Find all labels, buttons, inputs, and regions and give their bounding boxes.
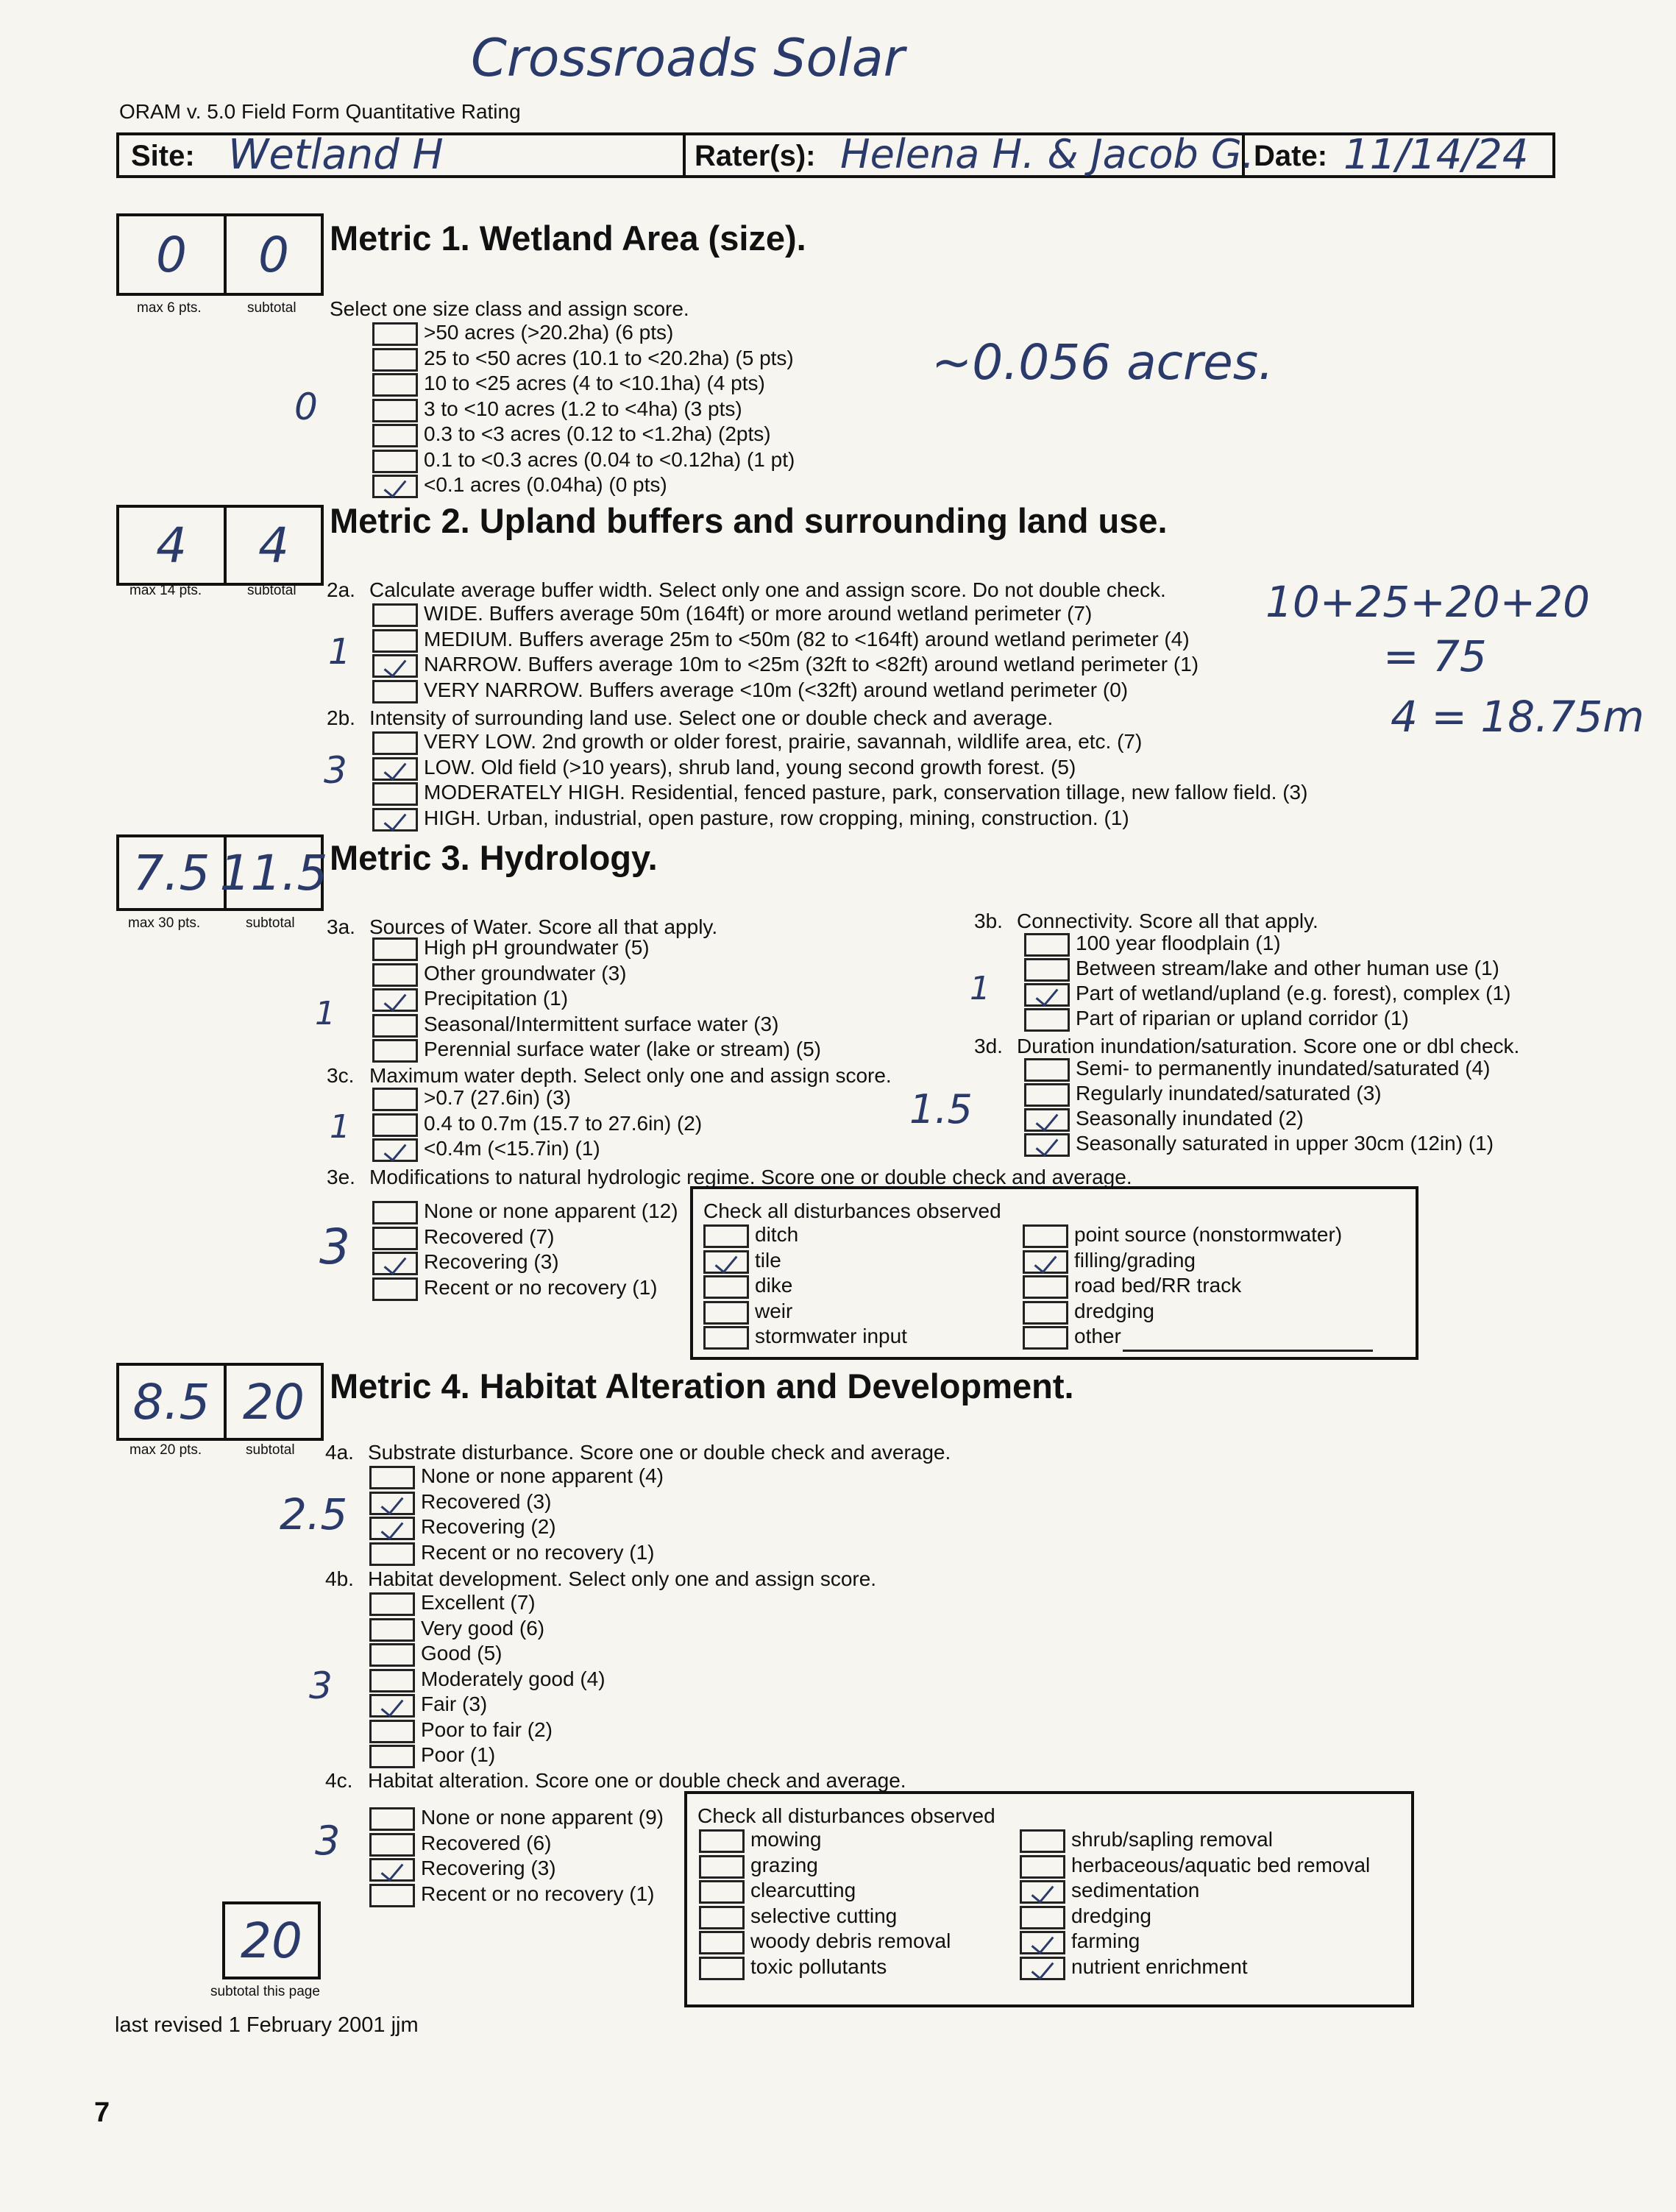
checkbox[interactable] [372, 373, 418, 397]
checkbox[interactable] [372, 475, 418, 498]
metric3-subtotal-box[interactable]: 11.5 [224, 834, 324, 911]
checkbox[interactable] [1024, 1058, 1070, 1082]
option-label: Regularly inundated/saturated (3) [1076, 1082, 1382, 1105]
checkbox[interactable] [1024, 1083, 1070, 1107]
checkbox[interactable] [699, 1880, 745, 1904]
checkbox[interactable] [372, 680, 418, 703]
page-subtotal-box[interactable]: 20 [222, 1901, 321, 1979]
metric4b-instruction: Habitat development. Select only one and assign score. [368, 1567, 877, 1590]
checkbox[interactable] [372, 782, 418, 806]
option-label: mowing [750, 1828, 822, 1851]
checkbox[interactable] [703, 1224, 749, 1248]
option-label: Recovering (2) [421, 1515, 556, 1538]
metric1-subtotal-box[interactable]: 0 [224, 213, 324, 296]
checkbox[interactable] [1020, 1931, 1065, 1954]
option-label: filling/grading [1074, 1248, 1196, 1272]
checkbox[interactable] [699, 1957, 745, 1980]
option-label: point source (nonstormwater) [1074, 1223, 1343, 1246]
checkbox[interactable] [369, 1466, 415, 1489]
metric3e-instruction: Modifications to natural hydrologic regime. Score one or double check and average. [369, 1166, 1132, 1188]
checkbox[interactable] [703, 1326, 749, 1350]
revision-note: last revised 1 February 2001 jjm [115, 2013, 419, 2037]
option-label: Seasonally inundated (2) [1076, 1107, 1304, 1130]
option-label: >50 acres (>20.2ha) (6 pts) [424, 321, 674, 344]
checkbox[interactable] [372, 1252, 418, 1275]
option-label: Good (5) [421, 1642, 503, 1665]
buffer-calc-line1: 10+25+20+20 [1265, 577, 1591, 627]
checkbox[interactable] [1024, 983, 1070, 1007]
option-label: MEDIUM. Buffers average 25m to <50m (82 to <164ft) around wetland perimeter (4) [424, 627, 1190, 651]
page-number: 7 [94, 2097, 110, 2128]
option-label: Poor to fair (2) [421, 1718, 553, 1741]
checkbox[interactable] [369, 1517, 415, 1540]
checkbox[interactable] [1024, 1133, 1070, 1157]
checkbox[interactable] [369, 1807, 415, 1831]
metric2-max: max 14 pts. [129, 583, 202, 598]
metric3d-margin: 1.5 [909, 1086, 973, 1132]
option-label: High pH groundwater (5) [424, 936, 650, 959]
metric2a-margin: 1 [328, 631, 351, 673]
option-label: Recovered (7) [424, 1224, 555, 1248]
checkbox[interactable] [699, 1829, 745, 1853]
option-label: None or none apparent (9) [421, 1806, 664, 1829]
option-label: 3 to <10 acres (1.2 to <4ha) (3 pts) [424, 397, 742, 420]
checkbox[interactable] [1024, 933, 1070, 957]
checkbox[interactable] [1020, 1829, 1065, 1853]
option-label: Recovering (3) [424, 1250, 559, 1273]
project-name: Crossroads Solar [471, 28, 905, 88]
option-label: Recovered (6) [421, 1831, 552, 1854]
date-field[interactable]: 11/14/24 [1343, 131, 1529, 179]
metric1-area-note: ~0.056 acres. [931, 334, 1274, 391]
option-label: None or none apparent (12) [424, 1199, 678, 1222]
metric3c-margin: 1 [330, 1108, 350, 1146]
checkbox[interactable] [1023, 1250, 1068, 1274]
metric3d-label: 3d. [974, 1035, 1003, 1057]
checkbox[interactable] [369, 1643, 415, 1667]
option-label: Fair (3) [421, 1692, 488, 1715]
checkbox[interactable] [1024, 1108, 1070, 1132]
option-label: clearcutting [750, 1879, 856, 1901]
metric1-subtotal-label: subtotal [247, 300, 297, 316]
option-label: Other groundwater (3) [424, 961, 627, 985]
option-label: Poor (1) [421, 1743, 496, 1766]
checkbox[interactable] [372, 1138, 418, 1162]
metric3c-instruction: Maximum water depth. Select only one and assign score. [369, 1064, 892, 1087]
checkbox[interactable] [369, 1618, 415, 1642]
checkbox[interactable] [1020, 1880, 1065, 1904]
checkbox[interactable] [1020, 1906, 1065, 1929]
option-label: VERY NARROW. Buffers average <10m (<32ft) around wetland perimeter (0) [424, 678, 1129, 701]
checkbox[interactable] [372, 450, 418, 473]
metric3-score-box[interactable]: 7.5 [116, 834, 227, 911]
checkbox[interactable] [372, 1039, 418, 1063]
checkbox[interactable] [372, 731, 418, 755]
option-label: shrub/sapling removal [1071, 1828, 1273, 1851]
buffer-calc-line3: 4 = 18.75m [1391, 692, 1644, 742]
option-label: Very good (6) [421, 1616, 545, 1639]
metric2b-instruction: Intensity of surrounding land use. Select one or double check and average. [369, 706, 1054, 729]
metric1-title: Metric 1. Wetland Area (size). [330, 219, 806, 258]
metric3b-label: 3b. [974, 910, 1003, 932]
checkbox[interactable] [703, 1275, 749, 1299]
metric4-score-box[interactable]: 8.5 [116, 1363, 227, 1441]
option-label: Excellent (7) [421, 1591, 536, 1614]
buffer-calc-line2: = 75 [1383, 631, 1487, 681]
checkbox[interactable] [372, 937, 418, 961]
option-label: Seasonal/Intermittent surface water (3) [424, 1012, 779, 1035]
option-label: HIGH. Urban, industrial, open pasture, row cropping, mining, construction. (1) [424, 806, 1129, 829]
option-label: farming [1071, 1929, 1140, 1952]
option-label: >0.7 (27.6in) (3) [424, 1086, 571, 1109]
option-label: dredging [1071, 1904, 1151, 1927]
checkbox[interactable] [372, 322, 418, 346]
metric3a-label: 3a. [327, 915, 355, 938]
metric3a-margin: 1 [315, 995, 335, 1032]
checkbox[interactable] [372, 1201, 418, 1224]
option-label: 0.1 to <0.3 acres (0.04 to <0.12ha) (1 pt) [424, 447, 795, 471]
checkbox[interactable] [372, 1088, 418, 1111]
checkbox[interactable] [372, 348, 418, 372]
option-label: road bed/RR track [1074, 1274, 1242, 1297]
option-label: Between stream/lake and other human use (1) [1076, 957, 1499, 979]
option-label: Recovering (3) [421, 1857, 556, 1879]
checkbox[interactable] [1024, 1008, 1070, 1032]
option-label: 0.4 to 0.7m (15.7 to 27.6in) (2) [424, 1111, 703, 1135]
metric2b-margin: 3 [324, 749, 347, 792]
checkbox[interactable] [699, 1855, 745, 1879]
metric3b-margin: 1 [970, 970, 990, 1007]
rater-label: Rater(s): [695, 140, 816, 172]
checkbox[interactable] [1023, 1275, 1068, 1299]
option-label: MODERATELY HIGH. Residential, fenced pasture, park, conservation tillage, new fallow field. (3) [424, 781, 1308, 804]
option-label: stormwater input [755, 1325, 907, 1347]
metric4b-label: 4b. [325, 1567, 354, 1590]
checkbox[interactable] [369, 1669, 415, 1692]
checkbox[interactable] [369, 1492, 415, 1515]
checkbox[interactable] [372, 988, 418, 1012]
checkbox[interactable] [1024, 958, 1070, 982]
option-label: woody debris removal [750, 1929, 951, 1952]
option-label: Recovered (3) [421, 1489, 552, 1513]
checkbox[interactable] [369, 1833, 415, 1857]
option-label: None or none apparent (4) [421, 1464, 664, 1487]
option-label: Part of riparian or upland corridor (1) [1076, 1007, 1409, 1029]
checkbox[interactable] [369, 1542, 415, 1566]
option-label: weir [755, 1299, 793, 1322]
checkbox[interactable] [369, 1745, 415, 1768]
metric4-disturbance-title: Check all disturbances observed [697, 1804, 995, 1827]
checkbox[interactable] [372, 963, 418, 987]
metric1-instruction: Select one size class and assign score. [330, 297, 689, 320]
option-label: Precipitation (1) [424, 987, 569, 1010]
checkbox[interactable] [372, 1227, 418, 1250]
metric3-max: max 30 pts. [128, 915, 201, 931]
metric1-margin-score: 0 [294, 386, 318, 428]
checkbox[interactable] [1020, 1957, 1065, 1980]
option-label: tile [755, 1248, 781, 1272]
metric2-score-box[interactable]: 4 [116, 505, 227, 586]
option-label: Seasonally saturated in upper 30cm (12in) (1) [1076, 1132, 1494, 1155]
option-label: Recent or no recovery (1) [421, 1882, 655, 1905]
option-label: dike [755, 1274, 793, 1297]
option-label: WIDE. Buffers average 50m (164ft) or more around wetland perimeter (7) [424, 602, 1093, 625]
checkbox[interactable] [1020, 1855, 1065, 1879]
option-label: LOW. Old field (>10 years), shrub land, young second growth forest. (5) [424, 755, 1076, 779]
option-label: selective cutting [750, 1904, 898, 1927]
option-label: 0.3 to <3 acres (0.12 to <1.2ha) (2pts) [424, 422, 771, 445]
metric3a-instruction: Sources of Water. Score all that apply. [369, 915, 718, 938]
checkbox[interactable] [372, 654, 418, 678]
metric1-score-box[interactable]: 0 [116, 213, 227, 296]
metric4-max: max 20 pts. [129, 1442, 202, 1458]
metric1-max: max 6 pts. [137, 300, 202, 316]
metric4-title: Metric 4. Habitat Alteration and Development. [330, 1366, 1074, 1405]
metric2-subtotal-label: subtotal [247, 583, 297, 598]
metric4a-margin: 2.5 [280, 1489, 348, 1539]
date-label: Date: [1254, 140, 1328, 172]
metric2-subtotal-box[interactable]: 4 [224, 505, 324, 586]
checkbox[interactable] [703, 1250, 749, 1274]
metric3-disturbance-title: Check all disturbances observed [703, 1199, 1001, 1222]
metric4-subtotal-label: subtotal [246, 1442, 295, 1458]
option-label: Moderately good (4) [421, 1667, 606, 1690]
option-label: Semi- to permanently inundated/saturated (4) [1076, 1057, 1491, 1080]
metric2-title: Metric 2. Upland buffers and surrounding land use. [330, 501, 1168, 540]
metric3c-label: 3c. [327, 1064, 355, 1087]
option-label: grazing [750, 1853, 818, 1876]
option-label: Perennial surface water (lake or stream) (5) [424, 1038, 821, 1060]
metric4b-margin: 3 [309, 1665, 333, 1707]
option-label: herbaceous/aquatic bed removal [1071, 1853, 1371, 1876]
metric3d-instruction: Duration inundation/saturation. Score one or dbl check. [1017, 1035, 1520, 1057]
checkbox[interactable] [699, 1906, 745, 1929]
metric3e-margin: 3 [319, 1219, 350, 1275]
option-label: VERY LOW. 2nd growth or older forest, prairie, savannah, wildlife area, etc. (7) [424, 730, 1143, 753]
page-subtotal-label: subtotal this page [210, 1984, 320, 1999]
checkbox[interactable] [372, 808, 418, 832]
checkbox[interactable] [372, 629, 418, 653]
metric4a-label: 4a. [325, 1441, 354, 1464]
option-label: Recent or no recovery (1) [421, 1540, 655, 1564]
other-line [1123, 1350, 1373, 1352]
option-label: NARROW. Buffers average 10m to <25m (32ft to <82ft) around wetland perimeter (1) [424, 653, 1199, 676]
site-field[interactable]: Wetland H [228, 131, 444, 179]
checkbox[interactable] [1023, 1224, 1068, 1248]
option-label: 10 to <25 acres (4 to <10.1ha) (4 pts) [424, 372, 765, 394]
checkbox[interactable] [372, 1277, 418, 1301]
checkbox[interactable] [372, 1014, 418, 1038]
metric4-subtotal-box[interactable]: 20 [224, 1363, 324, 1441]
checkbox[interactable] [369, 1858, 415, 1882]
checkbox[interactable] [703, 1301, 749, 1325]
checkbox[interactable] [699, 1931, 745, 1954]
metric3b-instruction: Connectivity. Score all that apply. [1017, 910, 1318, 932]
checkbox[interactable] [372, 424, 418, 447]
checkbox[interactable] [372, 603, 418, 627]
option-label: nutrient enrichment [1071, 1954, 1248, 1978]
metric2a-instruction: Calculate average buffer width. Select only one and assign score. Do not double check. [369, 578, 1166, 601]
checkbox[interactable] [1023, 1301, 1068, 1325]
metric4c-instruction: Habitat alteration. Score one or double check and average. [368, 1769, 906, 1792]
metric4c-margin: 3 [315, 1818, 341, 1864]
metric4c-label: 4c. [325, 1769, 353, 1792]
option-label: <0.4m (<15.7in) (1) [424, 1137, 600, 1160]
site-label: Site: [131, 140, 195, 172]
option-label: Recent or no recovery (1) [424, 1275, 658, 1299]
checkbox[interactable] [369, 1720, 415, 1743]
checkbox[interactable] [372, 757, 418, 781]
metric2a-label: 2a. [327, 578, 355, 601]
option-label: Part of wetland/upland (e.g. forest), complex (1) [1076, 982, 1511, 1004]
form-title: ORAM v. 5.0 Field Form Quantitative Rating [119, 100, 521, 123]
header-bar [116, 132, 1555, 178]
option-label: other [1074, 1325, 1121, 1347]
checkbox[interactable] [369, 1884, 415, 1907]
checkbox[interactable] [369, 1592, 415, 1616]
option-label: 25 to <50 acres (10.1 to <20.2ha) (5 pts) [424, 346, 794, 369]
option-label: ditch [755, 1223, 799, 1246]
option-label: <0.1 acres (0.04ha) (0 pts) [424, 473, 667, 496]
option-label: dredging [1074, 1299, 1154, 1322]
metric3-title: Metric 3. Hydrology. [330, 838, 658, 877]
metric3-subtotal-label: subtotal [246, 915, 295, 931]
metric2b-label: 2b. [327, 706, 355, 729]
option-label: toxic pollutants [750, 1954, 887, 1978]
checkbox[interactable] [369, 1694, 415, 1718]
rater-field[interactable]: Helena H. & Jacob G. [840, 131, 1254, 177]
checkbox[interactable] [1023, 1326, 1068, 1350]
checkbox[interactable] [372, 399, 418, 422]
option-label: 100 year floodplain (1) [1076, 932, 1281, 954]
option-label: sedimentation [1071, 1879, 1200, 1901]
checkbox[interactable] [372, 1113, 418, 1137]
metric4a-instruction: Substrate disturbance. Score one or double check and average. [368, 1441, 951, 1464]
metric3e-label: 3e. [327, 1166, 355, 1188]
